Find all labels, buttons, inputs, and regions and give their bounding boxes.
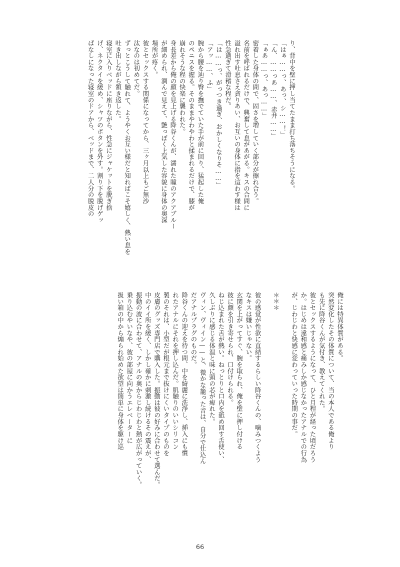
text-line: だアナルプラグのものだ。 [189,292,197,368]
text-line: 皮膚のグッズ専門店で購入した。振動は彼の好みに合わせて選んだ。 [152,292,160,488]
text-line: 製のそれは、小型だが根元まで抜けにくいタイプのものを [162,292,170,457]
text-line: 俺には特異体質がある。 [336,292,343,362]
text-line: 場所が疼く。 [150,40,158,78]
text-line: 玄関を上がってすぐ、腕を取られ、俺を壁に押し付ける [235,292,243,450]
text-line: 彼とセックスするようになって、ひと月程が経った頃だろう [308,292,316,463]
page-number: 66 [195,543,205,551]
text-line: 中のイイ所を緩く、しかし確かに刺激し続けるその震えが、 [143,292,151,463]
text-line: 密着した身体の間で、固さを増していく部分が擦れ合う。 [251,40,259,205]
text-line: 「アッ……、ふ」 [205,40,213,93]
text-line [262,292,271,528]
text-line: も先に降谷くんが気付き、教えてくれた。 [317,292,325,413]
text-line: ぱなしになった寝室のドアから、ベッドまで、二人分の脱皮の [86,40,94,217]
text-line: なキスは嫌いじゃない。 [244,292,252,362]
text-line: が細められ、潤んで見えて、艶っぽく上気した容貌に身体の奥深 [159,40,167,224]
text-line: 溢れ出す吐息さえ貪りあい、お互いの身体に指を這わす様は [233,40,241,211]
text-line: 彼に顔を引き寄せられ、口付けられる。 [226,292,234,406]
text-line: り、背中を壁に押し当てたまま打ち落ちそうになる。 [288,40,295,192]
text-line: 身長差から俺の顔を見上げる降谷くんが、濡れた瞳のアクアブルー [168,40,176,230]
text-line [280,292,289,528]
text-line: 久しぶりに感じる体温と味に頭の芯が痺れた。 [207,292,215,425]
text-line: ずっとこうして触れて、ようやくお互い様だと知ればこそ嬉しく、熱い息を [123,40,131,255]
text-line: れたアナルにそれを押し込んだ。肌触りのいいシリコン [171,292,179,450]
text-line: 振動の波に合わせて、アナルの奥からじわじわと熱が広がっていく。 [134,292,142,488]
text-line: ＊＊＊ [271,292,279,311]
text-line: 彼とセックスする関係になってから、三ヶ月以上もご無沙 [141,40,149,205]
text-line: 崩れそうな程の快楽に襲われた。 [178,40,186,135]
text-line: ヴィン、ヴィイン——と、微かな籠った音は、自分で仕込ん [198,292,206,465]
text-line: か。はじめは違和感と痛みしか感じなかったアナルでの行為 [299,292,307,463]
text-line: 腕から腰を辿り臀を撫でていた手が前に回り、猛起した俺 [196,40,204,205]
text-line: 扱い箱の中から煽られ始めた欲望は簡単に身体を駆け巡 [116,292,124,450]
text-line: が、じわじわと快感に変わっていった時期の事だ。 [290,292,298,438]
text-line: 寝室に入りベッドに座りながら、性急にジャケットを脱ぎ捨 [104,40,112,211]
text-line: 「は……っ、がっつき過ぎ、おかしくなりそ……」 [214,40,222,189]
text-line: 突然変化したその体質について、当の本人である俺より [326,292,334,450]
text-line: ねじ込まれた舌が熱い。ねっとりと口内を舐め回す舌使い、 [216,292,224,463]
text-line: 降谷くんの迎えを待つ間、中を綺麗に洗浄し、挿入にも慣 [180,292,188,457]
text-line: 「はぁ……っ、あっ、シ……！」 [278,40,286,138]
text-line: 乗り込むやいなや、彼の部屋に向かうエレベーターに [125,292,133,444]
text-line: 吐き出しながら頷き返した。 [114,40,122,123]
lower-text-block [34,292,344,528]
text-line: 「ぁあ……っ、あっ……」 [260,40,268,120]
text-line: 彼の感覚が性欲に直結するらしい降谷くんの、噛みつくよう [253,292,261,463]
text-line: 性急過ぎて滑稽な程だ。 [223,40,231,110]
text-line: のペニスを握る。そのままやわやわと揉まれるだけで、膝が [187,40,195,211]
text-line: 汰なのは初めてだ。 [132,40,140,97]
text-line: げ、ネクタイを緩め、シャツのボタンを外す。割り下を脱げゲッ [95,40,103,224]
upper-text-block [34,40,296,276]
text-line: 「ん、……っあ……、赤井……」 [269,40,277,140]
text-line: 名前を呼ばれるだけで、興奮して息があがる。キスの合間に [242,40,250,211]
